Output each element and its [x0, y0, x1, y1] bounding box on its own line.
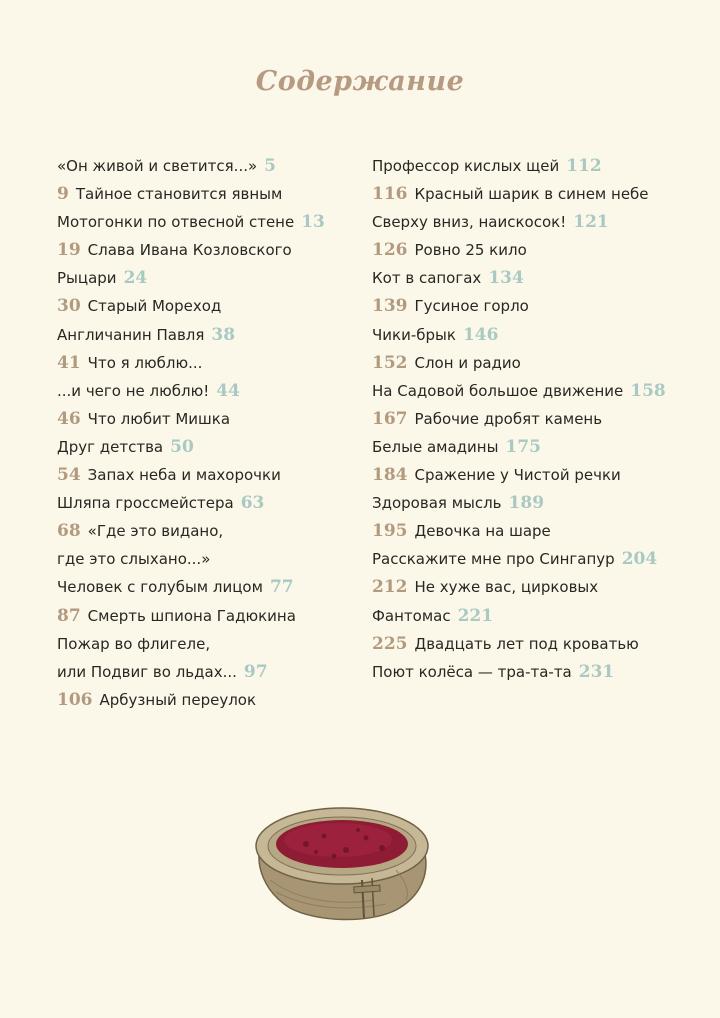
- toc-entry: [57, 292, 357, 320]
- toc-entry: [372, 658, 692, 686]
- toc-entry-title: или Подвиг во льдах...: [57, 662, 237, 681]
- toc-entry-title: Расскажите мне про Сингапур: [372, 550, 615, 569]
- toc-entry-title: Сражение у Чистой речки: [414, 466, 621, 485]
- toc-entry: [57, 517, 357, 545]
- toc-page-number: 77: [269, 577, 294, 598]
- toc-entry-title: Пожар во флигеле,: [57, 634, 211, 653]
- toc-entry-title: Слон и радио: [414, 353, 521, 372]
- toc-entry-title: «Он живой и светится...»: [57, 157, 258, 175]
- toc-entry: [57, 686, 357, 714]
- toc-page-number: 5: [264, 156, 277, 176]
- toc-page-number: 195: [372, 521, 408, 542]
- toc-entry-title: Чики-брык: [372, 325, 456, 344]
- toc-entry: [372, 152, 692, 180]
- toc-entry-title: Белые амадины: [372, 437, 499, 456]
- toc-entry-title: Человек с голубым лицом: [57, 578, 263, 597]
- toc-entry: [57, 433, 357, 461]
- toc-entry: [372, 321, 692, 349]
- toc-entry: [372, 545, 692, 573]
- toc-page-number: 212: [372, 577, 408, 598]
- toc-entry-title: Поют колёса — тра-та-та: [372, 662, 572, 681]
- toc-entry: [57, 461, 357, 489]
- toc-page-number: 9: [57, 184, 69, 205]
- toc-entry-title: Тайное становится явным: [75, 185, 283, 204]
- toc-entry: [57, 180, 357, 208]
- toc-entry-title: Англичанин Павля: [57, 325, 205, 344]
- toc-page-number: 63: [240, 493, 265, 514]
- toc-entry: [57, 658, 357, 686]
- toc-entry: [372, 180, 692, 208]
- berry-basket-icon: [246, 800, 436, 928]
- toc-page-number: 221: [457, 605, 494, 626]
- toc-entry: [372, 208, 692, 236]
- page-title: Содержание: [255, 66, 465, 97]
- toc-page-number: 146: [462, 324, 499, 345]
- toc-page-number: 44: [216, 380, 240, 401]
- toc-entry: [57, 264, 357, 292]
- toc-entry: [372, 433, 692, 461]
- toc-page-number: 24: [123, 268, 148, 289]
- toc-entry: [57, 573, 357, 601]
- toc-page-number: 134: [488, 268, 524, 289]
- toc-page-number: 30: [57, 296, 81, 317]
- toc-page-number: 106: [57, 689, 93, 710]
- toc-page-number: 225: [372, 633, 408, 654]
- toc-entry-title: «Где это видано,: [87, 522, 224, 541]
- toc-entry: [372, 461, 692, 489]
- toc-entry-title: Не хуже вас, цирковых: [414, 578, 599, 597]
- toc-page-number: 54: [57, 465, 81, 486]
- toc-page-number: 121: [573, 212, 609, 233]
- toc-entry: [57, 545, 357, 573]
- toc-page-number: 116: [372, 184, 408, 205]
- toc-entry-title: Красный шарик в синем небе: [414, 185, 649, 204]
- toc-page-number: 158: [630, 380, 666, 401]
- toc-entry-title: Девочка на шаре: [414, 522, 551, 541]
- toc-entry-title: Мотогонки по отвесной стене: [57, 213, 295, 232]
- toc-page-number: 167: [372, 408, 408, 429]
- toc-entry: [57, 152, 357, 180]
- toc-entry: [57, 630, 357, 658]
- toc-entry-title: Сверху вниз, наискосок!: [372, 213, 567, 232]
- toc-left-column: [57, 152, 357, 714]
- toc-page-number: 126: [372, 240, 408, 261]
- toc-entry-title: Запах неба и махорочки: [87, 466, 281, 485]
- toc-entry-title: Друг детства: [57, 437, 164, 456]
- toc-entry-title: Старый Мореход: [87, 297, 222, 316]
- toc-entry-title: Рыцари: [57, 269, 117, 288]
- toc-entry: [372, 630, 692, 658]
- toc-entry: [372, 405, 692, 433]
- toc-entry-title: Что я люблю...: [87, 353, 203, 372]
- toc-entry-title: Здоровая мысль: [372, 494, 502, 513]
- toc-entry: [57, 208, 357, 236]
- toc-entry: [372, 489, 692, 517]
- toc-entry: [57, 489, 357, 517]
- toc-entry-title: Фантомас: [372, 606, 451, 625]
- toc-entry: [372, 349, 692, 377]
- toc-entry-title: Слава Ивана Козловского: [87, 241, 292, 260]
- toc-entry-title: Двадцать лет под кроватью: [414, 634, 639, 653]
- toc-entry: [57, 377, 357, 405]
- toc-entry-title: Профессор кислых щей: [372, 157, 560, 175]
- toc-entry-title: Ровно 25 кило: [414, 241, 527, 260]
- toc-page-number: 231: [578, 661, 615, 682]
- toc-page-number: 38: [211, 324, 236, 345]
- toc-right-column: [372, 152, 692, 686]
- toc-entry: [57, 349, 357, 377]
- toc-entry-title: Шляпа гроссмейстера: [57, 494, 234, 513]
- toc-entry: [57, 405, 357, 433]
- toc-entry-title: На Садовой большое движение: [372, 381, 624, 400]
- toc-entry-title: Смерть шпиона Гадюкина: [87, 606, 296, 625]
- toc-page-number: 87: [57, 605, 81, 626]
- toc-entry: [372, 264, 692, 292]
- toc-entry: [372, 573, 692, 601]
- toc-page-number: 204: [621, 549, 658, 570]
- toc-page-number: 112: [566, 156, 602, 176]
- toc-entry-title: Что любит Мишка: [87, 409, 231, 428]
- toc-page-number: 175: [505, 436, 541, 457]
- toc-entry-title: Рабочие дробят камень: [414, 409, 603, 428]
- toc-entry: [57, 321, 357, 349]
- toc-page-number: 46: [57, 408, 81, 429]
- toc-page-number: 19: [57, 240, 81, 261]
- toc-entry: [372, 236, 692, 264]
- toc-entry: [57, 602, 357, 630]
- toc-page-number: 97: [243, 661, 268, 682]
- toc-entry-title: Гусиное горло: [414, 297, 529, 316]
- toc-entry-title: ...и чего не люблю!: [57, 381, 210, 400]
- toc-page-number: 184: [372, 465, 408, 486]
- toc-page-number: 50: [170, 436, 194, 457]
- toc-page-number: 139: [372, 296, 408, 317]
- toc-entry-title: Арбузный переулок: [99, 690, 257, 709]
- toc-page-number: 13: [301, 212, 325, 233]
- toc-entry-title: где это слыхано...»: [57, 550, 211, 569]
- toc-page-number: 41: [57, 352, 81, 373]
- toc-page-number: 189: [508, 493, 545, 514]
- toc-entry: [372, 377, 692, 405]
- toc-entry-title: Кот в сапогах: [372, 269, 482, 288]
- toc-entry: [372, 602, 692, 630]
- toc-page-number: 152: [372, 352, 408, 373]
- toc-entry: [57, 236, 357, 264]
- toc-page-number: 68: [57, 521, 81, 542]
- toc-entry: [372, 517, 692, 545]
- toc-entry: [372, 292, 692, 320]
